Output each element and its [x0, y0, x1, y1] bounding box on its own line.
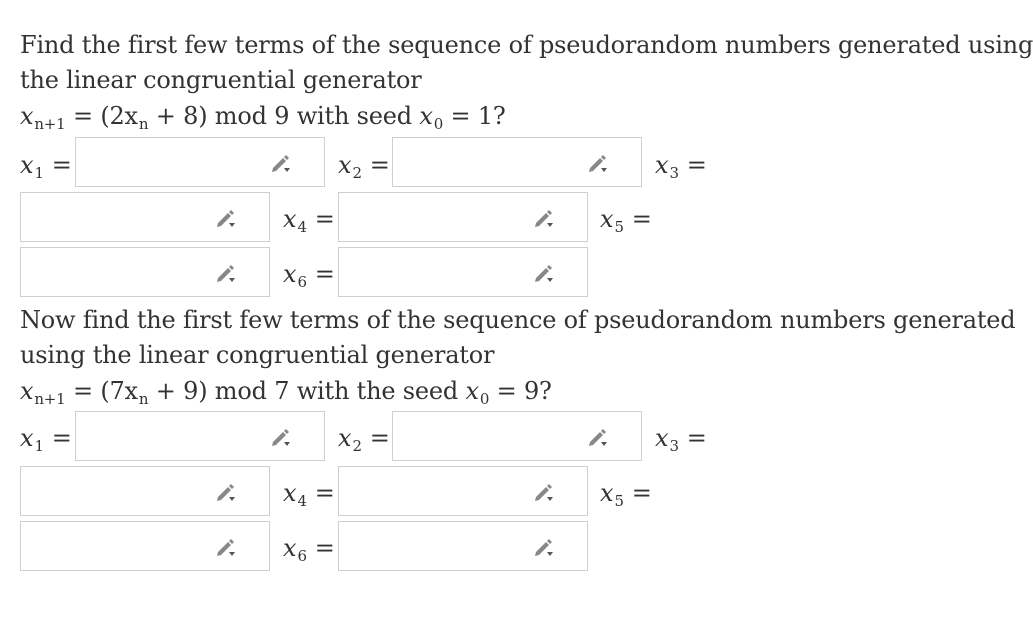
pencil-dropdown-icon[interactable] — [270, 427, 292, 449]
formula-mod: mod 7 — [207, 377, 290, 405]
formula-expr: (7x — [100, 377, 138, 405]
p1-label-x3: $x_3$ = — [655, 151, 707, 182]
formula-lhs-sub: n+1 — [34, 390, 66, 408]
problem1-intro-line1: Find the first few terms of the sequence of pseudorandom numbers generated using — [20, 31, 1033, 59]
pencil-dropdown-icon[interactable] — [215, 537, 237, 559]
formula-with-text: with seed — [289, 102, 420, 130]
p1-label-x1: $x_1$ = — [20, 151, 72, 182]
p2-answer-x3-field[interactable] — [20, 466, 270, 516]
p2-answer-x6-field[interactable] — [338, 521, 588, 571]
formula-mod: mod 9 — [207, 102, 290, 130]
pencil-dropdown-icon[interactable] — [587, 153, 609, 175]
p1-answer-x4-field[interactable] — [338, 192, 588, 242]
formula-eq: = — [65, 102, 101, 130]
p2-answer-x4-field[interactable] — [338, 466, 588, 516]
problem1-intro-line2: the linear congruential generator — [20, 66, 422, 94]
pencil-dropdown-icon[interactable] — [533, 482, 555, 504]
p2-label-x3: $x_3$ = — [655, 424, 707, 455]
formula-expr-sub: n — [138, 115, 149, 133]
formula-eq: = — [65, 377, 101, 405]
p2-answer-x5-field[interactable] — [20, 521, 270, 571]
formula-seed-sub: 0 — [479, 390, 490, 408]
p1-label-x2: $x_2$ = — [338, 151, 390, 182]
problem1-formula — [20, 99, 506, 141]
problem2-intro-line2: using the linear congruential generator — [20, 341, 495, 369]
formula-seed-value: = 9? — [489, 377, 552, 405]
pencil-dropdown-icon[interactable] — [533, 537, 555, 559]
formula-expr-tail: + 9) — [148, 377, 208, 405]
p2-answer-x1-field[interactable] — [75, 411, 325, 461]
p1-label-x6: $x_6$ = — [283, 260, 335, 291]
p2-label-x5: $x_5$ = — [600, 479, 652, 510]
p1-answer-x1-field[interactable] — [75, 137, 325, 187]
formula-expr: (2x — [100, 102, 138, 130]
p2-label-x4: $x_4$ = — [283, 479, 335, 510]
pencil-dropdown-icon[interactable] — [215, 263, 237, 285]
pencil-dropdown-icon[interactable] — [533, 263, 555, 285]
p1-label-x5: $x_5$ = — [600, 205, 652, 236]
formula-seed-var: x — [419, 102, 433, 130]
pencil-dropdown-icon[interactable] — [270, 153, 292, 175]
p1-answer-x5-field[interactable] — [20, 247, 270, 297]
formula-seed-var: x — [465, 377, 479, 405]
formula-seed-value: = 1? — [443, 102, 506, 130]
formula-expr-tail: + 8) — [148, 102, 208, 130]
pencil-dropdown-icon[interactable] — [587, 427, 609, 449]
p1-label-x4: $x_4$ = — [283, 205, 335, 236]
p1-answer-x3-field[interactable] — [20, 192, 270, 242]
pencil-dropdown-icon[interactable] — [533, 208, 555, 230]
problem2-formula — [20, 374, 552, 416]
p2-label-x1: $x_1$ = — [20, 424, 72, 455]
p2-answer-x2-field[interactable] — [392, 411, 642, 461]
p2-label-x6: $x_6$ = — [283, 534, 335, 565]
formula-seed-sub: 0 — [433, 115, 444, 133]
pencil-dropdown-icon[interactable] — [215, 482, 237, 504]
p2-label-x2: $x_2$ = — [338, 424, 390, 455]
pencil-dropdown-icon[interactable] — [215, 208, 237, 230]
formula-lhs-sub: n+1 — [34, 115, 66, 133]
formula-expr-sub: n — [138, 390, 149, 408]
formula-with-text: with the seed — [289, 377, 466, 405]
p1-answer-x2-field[interactable] — [392, 137, 642, 187]
problem2-intro-line1: Now find the first few terms of the sequence of pseudorandom numbers generated — [20, 306, 1016, 334]
formula-lhs-var: x — [20, 377, 34, 405]
p1-answer-x6-field[interactable] — [338, 247, 588, 297]
formula-lhs-var: x — [20, 102, 34, 130]
